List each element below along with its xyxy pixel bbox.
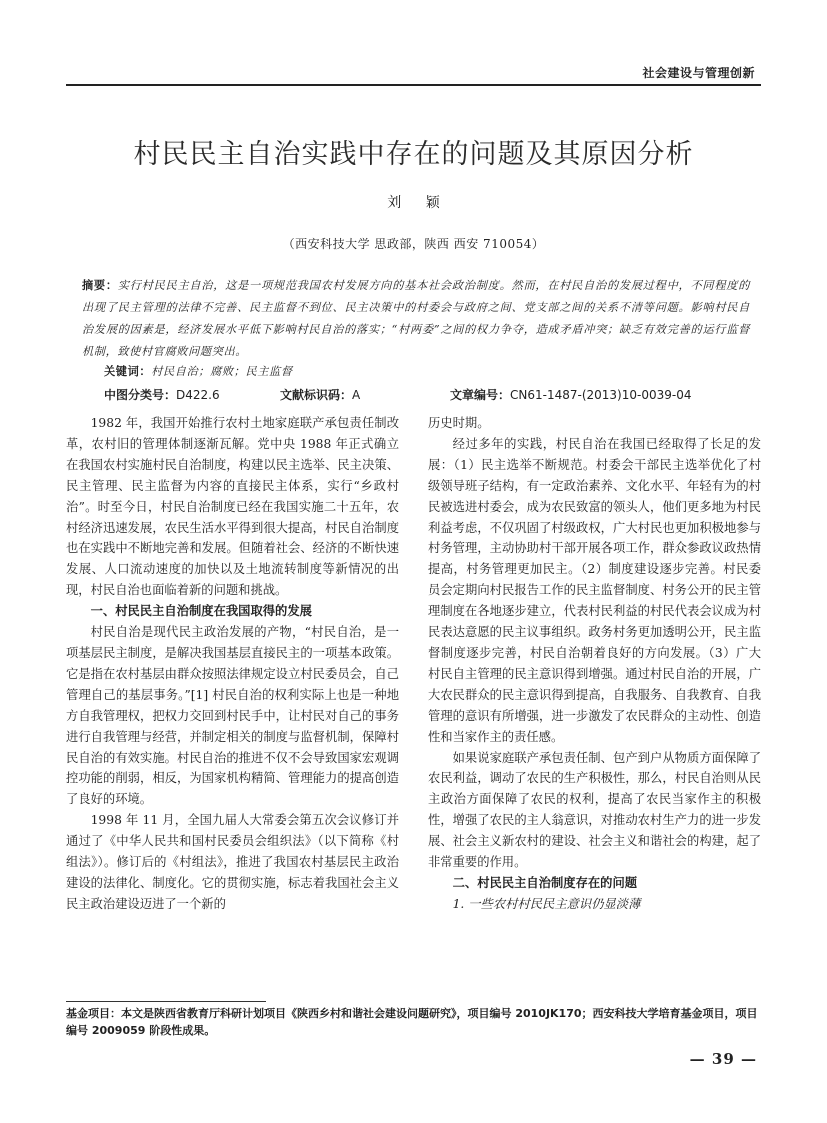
body-paragraph: 如果说家庭联产承包责任制、包产到户从物质方面保障了农民利益，调动了农民的生产积极性，那么，村民自治则从民主政治方面保障了农民的权利，提高了农民当家作主的积极性，增强了农民的主人翁意识，对推动农村生产力的进一步发展、社会主义新农村的建设、社会主义和谐社会的构建，起了非常重要的作用。 <box>428 750 761 870</box>
article-label: 文章编号： <box>450 388 511 402</box>
subsection-heading: 1. 一些农村村民民主意识仍显淡薄 <box>452 896 641 911</box>
section-heading: 一、村民民主自治制度在我国取得的发展 <box>90 604 312 619</box>
author-affiliation: （西安科技大学 思政部，陕西 西安 710054） <box>282 237 545 251</box>
keywords-label: 关键词： <box>104 365 152 378</box>
abstract-text: 实行村民民主自治，这是一项规范我国农村发展方向的基本社会政治制度。然而，在村民自治的发展过程中，不同程度的出现了民主管理的法律不完善、民主监督不到位、民主决策中的村委会与政府之间、党支部之间的关系不清等问题。影响村民自治发展的因素是，经济发展水平低下影响村民自治的落实；“村两委”之间的权力争夺，造成矛盾冲突；缺乏有效完善的运行监督机制，致使村官腐败问题突出。 <box>82 279 750 358</box>
footnote-rule <box>66 1001 266 1002</box>
doc-value: A <box>352 388 361 402</box>
journal-section-header: 社会建设与管理创新 <box>642 66 755 80</box>
body-paragraph: 1982 年，我国开始推行农村土地家庭联产承包责任制改革，农村旧的管理体制逐渐瓦解。党中央 1988 年正式确立在我国农村实施村民自治制度，构建以民主选举、民主决策、民主管理、民主监督为内容的直接民主体系，实行“乡政村治”。时至今日，村民自治制度已经在我国实施二十五年，农村经济迅速发展，农民生活水平得到很大提高，村民自治制度也在实践中不断地完善和发展。但随着社会、经济的不断快速发展、人口流动速度的加快以及土地流转制度等新情况的出现，村民自治也面临着新的问题和挑战。 <box>66 416 399 598</box>
abstract <box>82 275 750 363</box>
page-number: — 39 — <box>689 1050 757 1068</box>
clc-number <box>104 386 220 403</box>
keywords-text: 村民自治；腐败；民主监督 <box>151 365 293 378</box>
doc-label: 文献标识码： <box>280 388 353 402</box>
keywords <box>104 363 293 379</box>
article-title: 村民民主自治实践中存在的问题及其原因分析 <box>133 139 694 170</box>
left-column <box>66 413 399 915</box>
clc-value: D422.6 <box>176 388 220 402</box>
body-paragraph: 村民自治是现代民主政治发展的产物，“村民自治，是一项基层民主制度，是解决我国基层直接民主的一项基本政策。它是指在农村基层由群众按照法律规定设立村民委员会，自己管理自己的基层事务。”[1] 村民自治的权利实际上也是一种地方自我管理权，把权力交回到村民手中，让村民对自己的事务进行自我管理与经营，并制定相关的制度与监督机制，保障村民自治的有效实施。村民自治的推进不仅不会导致国家宏观调控功能的削弱，相反，为国家机构精简、管理能力的提高创造了良好的环境。 <box>66 625 399 807</box>
clc-label: 中图分类号： <box>104 388 177 402</box>
document-code <box>280 386 360 403</box>
header-rule <box>66 84 761 86</box>
article-number <box>450 386 691 403</box>
article-value: CN61-1487-(2013)10-0039-04 <box>510 388 692 402</box>
author-name: 刘 颖 <box>387 195 450 211</box>
abstract-label: 摘要： <box>82 279 118 292</box>
funding-footnote: 基金项目：本文是陕西省教育厅科研计划项目《陕西乡村和谐社会建设问题研究》，项目编号 2010JK170；西安科技大学培育基金项目，项目编号 2009059 阶段性成果。 <box>66 1007 758 1037</box>
body-paragraph: 历史时期。 <box>428 416 490 430</box>
body-paragraph: 经过多年的实践，村民自治在我国已经取得了长足的发展：（1）民主选举不断规范。村委会干部民主选举优化了村级领导班子结构，有一定政治素养、文化水平、年轻有为的村民被选进村委会，成为农民致富的领头人，他们更多地为村民利益考虑，不仅巩固了村级政权，广大村民也更加积极地参与村务管理，主动协助村干部开展各项工作，群众参政议政热情提高，村务管理更加民主。（2）制度建设逐步完善。村民委员会定期向村民报告工作的民主监督制度、村务公开的民主管理制度在各地逐步建立，代表村民利益的村民代表会议成为村民表达意愿的民主议事组织。政务村务更加透明公开，民主监督制度逐步完善，村民自治朝着良好的方向发展。（3）广大村民自主管理的民主意识得到增强。通过村民自治的开展，广大农民群众的民主意识得到提高，自我服务、自我教育、自我管理的意识有所增强，进一步激发了农民群众的主动性、创造性和当家作主的责任感。 <box>428 436 761 744</box>
section-heading: 二、村民民主自治制度存在的问题 <box>452 875 638 890</box>
body-paragraph: 1998 年 11 月，全国九届人大常委会第五次会议修订并通过了《中华人民共和国村民委员会组织法》（以下简称《村组法》）。修订后的《村组法》，推进了我国农村基层民主政治建设的法律化、制度化。它的贯彻实施，标志着我国社会主义民主政治建设迈进了一个新的 <box>66 813 399 911</box>
right-column <box>428 413 761 915</box>
